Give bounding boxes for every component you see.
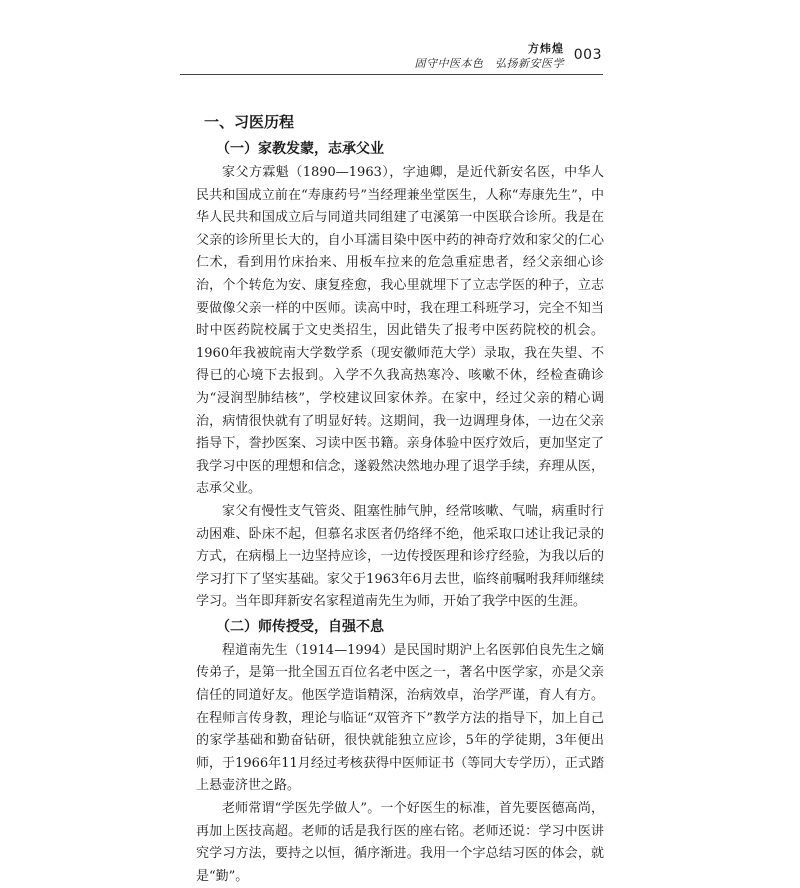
running-head-author: 方炜煌 xyxy=(528,42,564,55)
paragraph: 老师常谓“学医先学做人”。一个好医生的标准，首先要医德高尚，再加上医技高超。老师的话是我行医的座右铭。老师还说：学习中医讲究学习方法，要持之以恒，循序渐进。我用一个字总结习医的体会，就是“勤”。 xyxy=(196,801,604,884)
paragraph: 家父有慢性支气管炎、阻塞性肺气肿，经常咳嗽、气喘，病重时行动困难、卧床不起，但慕名求医者仍络绎不绝，他采取口述让我记录的方式，在病榻上一边坚持应诊，一边传授医理和诊疗经验，为我以后的学习打下了坚实基础。家父于1963年6月去世，临终前嘱咐我拜师继续学习。当年即拜新安名家程道南先生为师，开始了我学中医的生涯。 xyxy=(196,503,604,610)
page-number: 003 xyxy=(573,47,602,63)
chapter-heading: 一、习医历程 xyxy=(204,113,295,131)
paragraph: 家父方霖魁（1890—1963），字迪卿，是近代新安名医，中华人民共和国成立前在“寿康药号”当经理兼坐堂医生，人称“寿康先生”，中华人民共和国成立后与同道共同组建了屯溪第一中医联合诊所。我是在父亲的诊所里长大的，自小耳濡目染中医中药的神奇疗效和家父的仁心仁术，看到用竹床抬来、用板车拉来的危急重症患者，经父亲细心诊治，个个转危为安、康复痊愈，我心里就埋下了立志学医的种子，立志要做像父亲一样的中医师。读高中时，我在理工科班学习，完全不知当时中医药院校属于文史类招生，因此错失了报考中医药院校的机会。1960年我被皖南大学数学系（现安徽师范大学）录取，我在失望、不得已的心境下去报到。入学不久我高热寒冷、咳嗽不休，经检查确诊为“浸润型肺结核”，学校建议回家休养。在家中，经过父亲的精心调治，病情很快就有了明显好转。这期间，我一边调理身体，一边在父亲指导下，誊抄医案、习读中医书籍。亲身体验中医疗效后，更加坚定了我学习中医的理想和信念，遂毅然决然地办理了退学手续，弃理从医，志承父业。 xyxy=(196,165,604,497)
section-heading-2: （二）师传授受，自强不息 xyxy=(216,618,384,635)
paragraph: 程道南先生（1914—1994）是民国时期沪上名医郭伯良先生之嫡传弟子，是第一批全国五百位名老中医之一，著名中医学家，亦是父亲信任的同道好友。他医学造诣精深，治病效卓，治学严谨，育人有方。在程师言传身教，理论与临证“双管齐下”教学方法的指导下，加上自己的家学基础和勤奋钻研，很快就能独立应诊，5年的学徒期，3年便出师，于1966年11月经过考核获得中医师证书（等同大专学历），正式踏上悬壶济世之路。 xyxy=(196,642,604,794)
running-head-subtitle: 固守中医本色 弘扬新安医学 xyxy=(414,57,564,70)
page-body xyxy=(196,100,604,888)
header-rule xyxy=(180,74,603,75)
section-heading-1: （一）家教发蒙，志承父业 xyxy=(216,141,384,157)
running-head xyxy=(414,40,602,74)
